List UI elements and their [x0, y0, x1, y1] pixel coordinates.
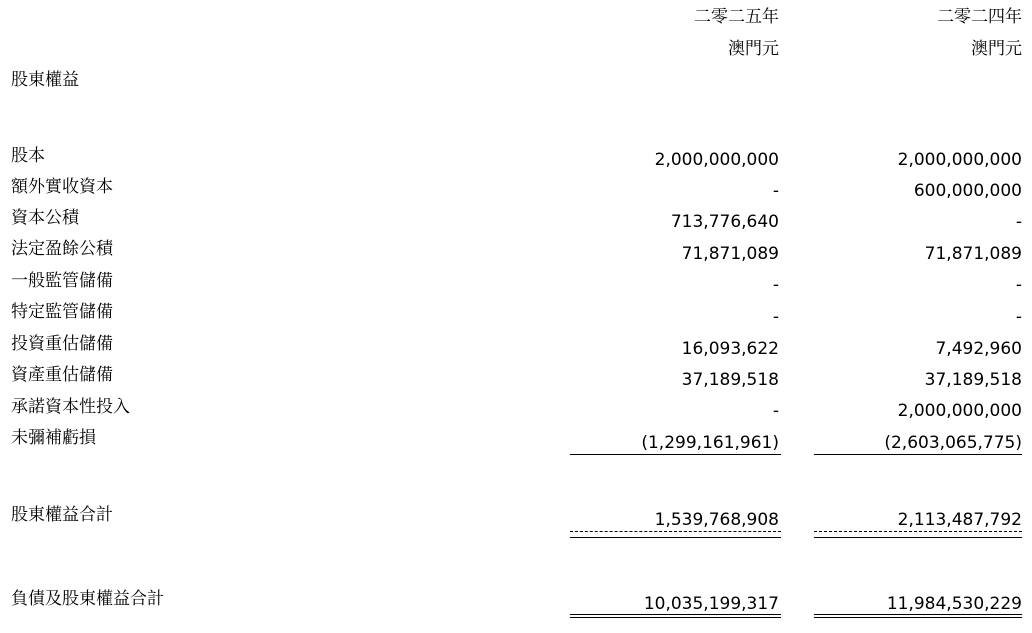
row-label: 資產重估儲備 [11, 365, 113, 385]
row-value-2024: 37,189,518 [924, 370, 1022, 390]
row-value-2024: 7,492,960 [935, 339, 1022, 359]
col2-year-header: 二零二四年 [937, 7, 1022, 27]
equity-total-dashed-rule-2024 [814, 531, 1022, 532]
col1-unit-header: 澳門元 [728, 39, 779, 59]
row-value-2025: 71,871,089 [681, 244, 779, 264]
grand-total-2024: 11,984,530,229 [886, 594, 1022, 614]
row-value-2025: (1,299,161,961) [641, 433, 779, 453]
row-value-2024: (2,603,065,775) [884, 433, 1022, 453]
grand-total-2025: 10,035,199,317 [643, 594, 779, 614]
row-value-2025: - [772, 181, 779, 201]
equity-total-label: 股東權益合計 [11, 505, 113, 525]
equity-total-dashed-rule-2025 [570, 531, 781, 532]
row-value-2025: - [772, 307, 779, 327]
equity-total-2025: 1,539,768,908 [654, 510, 779, 530]
grand-total-double-rule-bottom-2025 [570, 617, 781, 618]
row-value-2024: 2,000,000,000 [897, 150, 1022, 170]
row-value-2024: - [1015, 275, 1022, 295]
equity-total-2024: 2,113,487,792 [897, 510, 1022, 530]
col1-year-header: 二零二五年 [694, 7, 779, 27]
row-label: 股本 [11, 146, 45, 166]
row-value-2025: 37,189,518 [681, 370, 779, 390]
grand-total-double-rule-top-2025 [570, 614, 781, 615]
grand-total-label: 負債及股東權益合計 [11, 589, 164, 609]
equity-total-solid-rule-2024 [814, 537, 1022, 538]
row-value-2024: 600,000,000 [913, 181, 1022, 201]
row-value-2024: - [1015, 307, 1022, 327]
col2-unit-header: 澳門元 [971, 39, 1022, 59]
grand-total-double-rule-bottom-2024 [814, 617, 1022, 618]
row-value-2025: 16,093,622 [681, 339, 779, 359]
row-value-2025: 2,000,000,000 [654, 150, 779, 170]
grand-total-double-rule-top-2024 [814, 614, 1022, 615]
subtotal-rule-2025 [570, 454, 781, 455]
row-label: 投資重估儲備 [11, 334, 113, 354]
subtotal-rule-2024 [814, 454, 1022, 455]
row-value-2024: 71,871,089 [924, 244, 1022, 264]
row-label: 一般監管儲備 [11, 271, 113, 291]
row-label: 承諾資本性投入 [11, 397, 130, 417]
row-label: 額外實收資本 [11, 177, 113, 197]
row-label: 法定盈餘公積 [11, 239, 113, 259]
row-value-2024: - [1015, 212, 1022, 232]
row-label: 資本公積 [11, 208, 79, 228]
equity-total-solid-rule-2025 [570, 537, 781, 538]
row-value-2025: - [772, 275, 779, 295]
row-value-2025: 713,776,640 [670, 212, 779, 232]
row-label: 特定監管儲備 [11, 302, 113, 322]
section-title: 股東權益 [11, 70, 79, 90]
row-value-2025: - [772, 401, 779, 421]
row-label: 未彌補虧損 [11, 428, 96, 448]
row-value-2024: 2,000,000,000 [897, 401, 1022, 421]
